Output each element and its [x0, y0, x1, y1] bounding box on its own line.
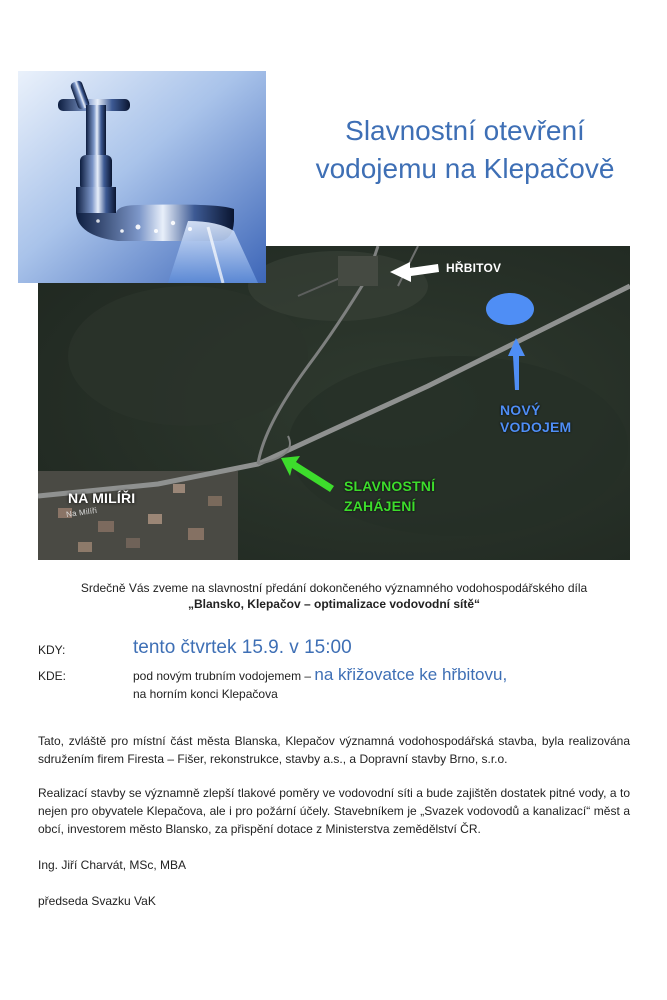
map-label-cemetery: HŘBITOV [446, 261, 502, 275]
water-tap-icon [18, 71, 266, 283]
paragraph-benefits: Realizací stavby se významně zlepší tlakové poměry ve vodovodní síti a bude zajištěn dostatek pitné vody, a to nejen pro obyvatele Klepačova, ale i pro požární účely. Stavebníkem je „Svazek vodovodů a kanalizací“ měst a obcí, investorem město Blansko, za přispění dotace z Ministerstva zemědělství ČR. [38, 786, 630, 836]
invitation-line: Srdečně Vás zveme na slavnostní předání dokončeného významného vodohospodářského díla [80, 581, 588, 595]
map-label-street: Na Milíři [65, 505, 98, 520]
map-label-new-reservoir [500, 402, 571, 436]
water-tap-photo [18, 71, 266, 283]
paragraph-contractors: Tato, zvláště pro místní část města Blanska, Klepačov významná vodohospodářská stavba, byla realizována sdružením firem Firesta – Fišer, rekonstrukce, stavby a.s., a Dopravní stavby Brno, s.r.o. [38, 734, 630, 766]
signature-role: předseda Svazku VaK [38, 894, 156, 908]
title-line-1: Slavnostní otevření [345, 115, 585, 146]
where-part1: pod novým trubním vodojemem – [133, 669, 315, 683]
map-label-opening-line1: SLAVNOSTNÍ [344, 478, 436, 494]
where-value [133, 666, 507, 703]
invitation-text [38, 580, 630, 612]
map-label-new-reservoir-line1: NOVÝ [500, 402, 541, 418]
when-value: tento čtvrtek 15.9. v 15:00 [133, 637, 352, 658]
when-label: KDY: [38, 643, 66, 657]
map-label-new-reservoir-line2: VODOJEM [500, 419, 572, 435]
where-label: KDE: [38, 669, 67, 683]
title-line-2: vodojemu na Klepačově [315, 153, 615, 184]
map-label-locality: NA MILÍŘI [68, 490, 136, 506]
where-highlight: na křižovatce ke hřbitovu, [314, 665, 508, 684]
signature-name: Ing. Jiří Charvát, MSc, MBA [38, 858, 187, 872]
page-title [280, 112, 650, 188]
where-line2: na horním konci Klepačova [133, 687, 278, 701]
project-name: „Blansko, Klepačov – optimalizace vodovodní sítě“ [187, 597, 481, 611]
aerial-map [38, 246, 630, 560]
map-label-opening-line2: ZAHÁJENÍ [344, 498, 416, 514]
map-label-opening [344, 476, 435, 516]
